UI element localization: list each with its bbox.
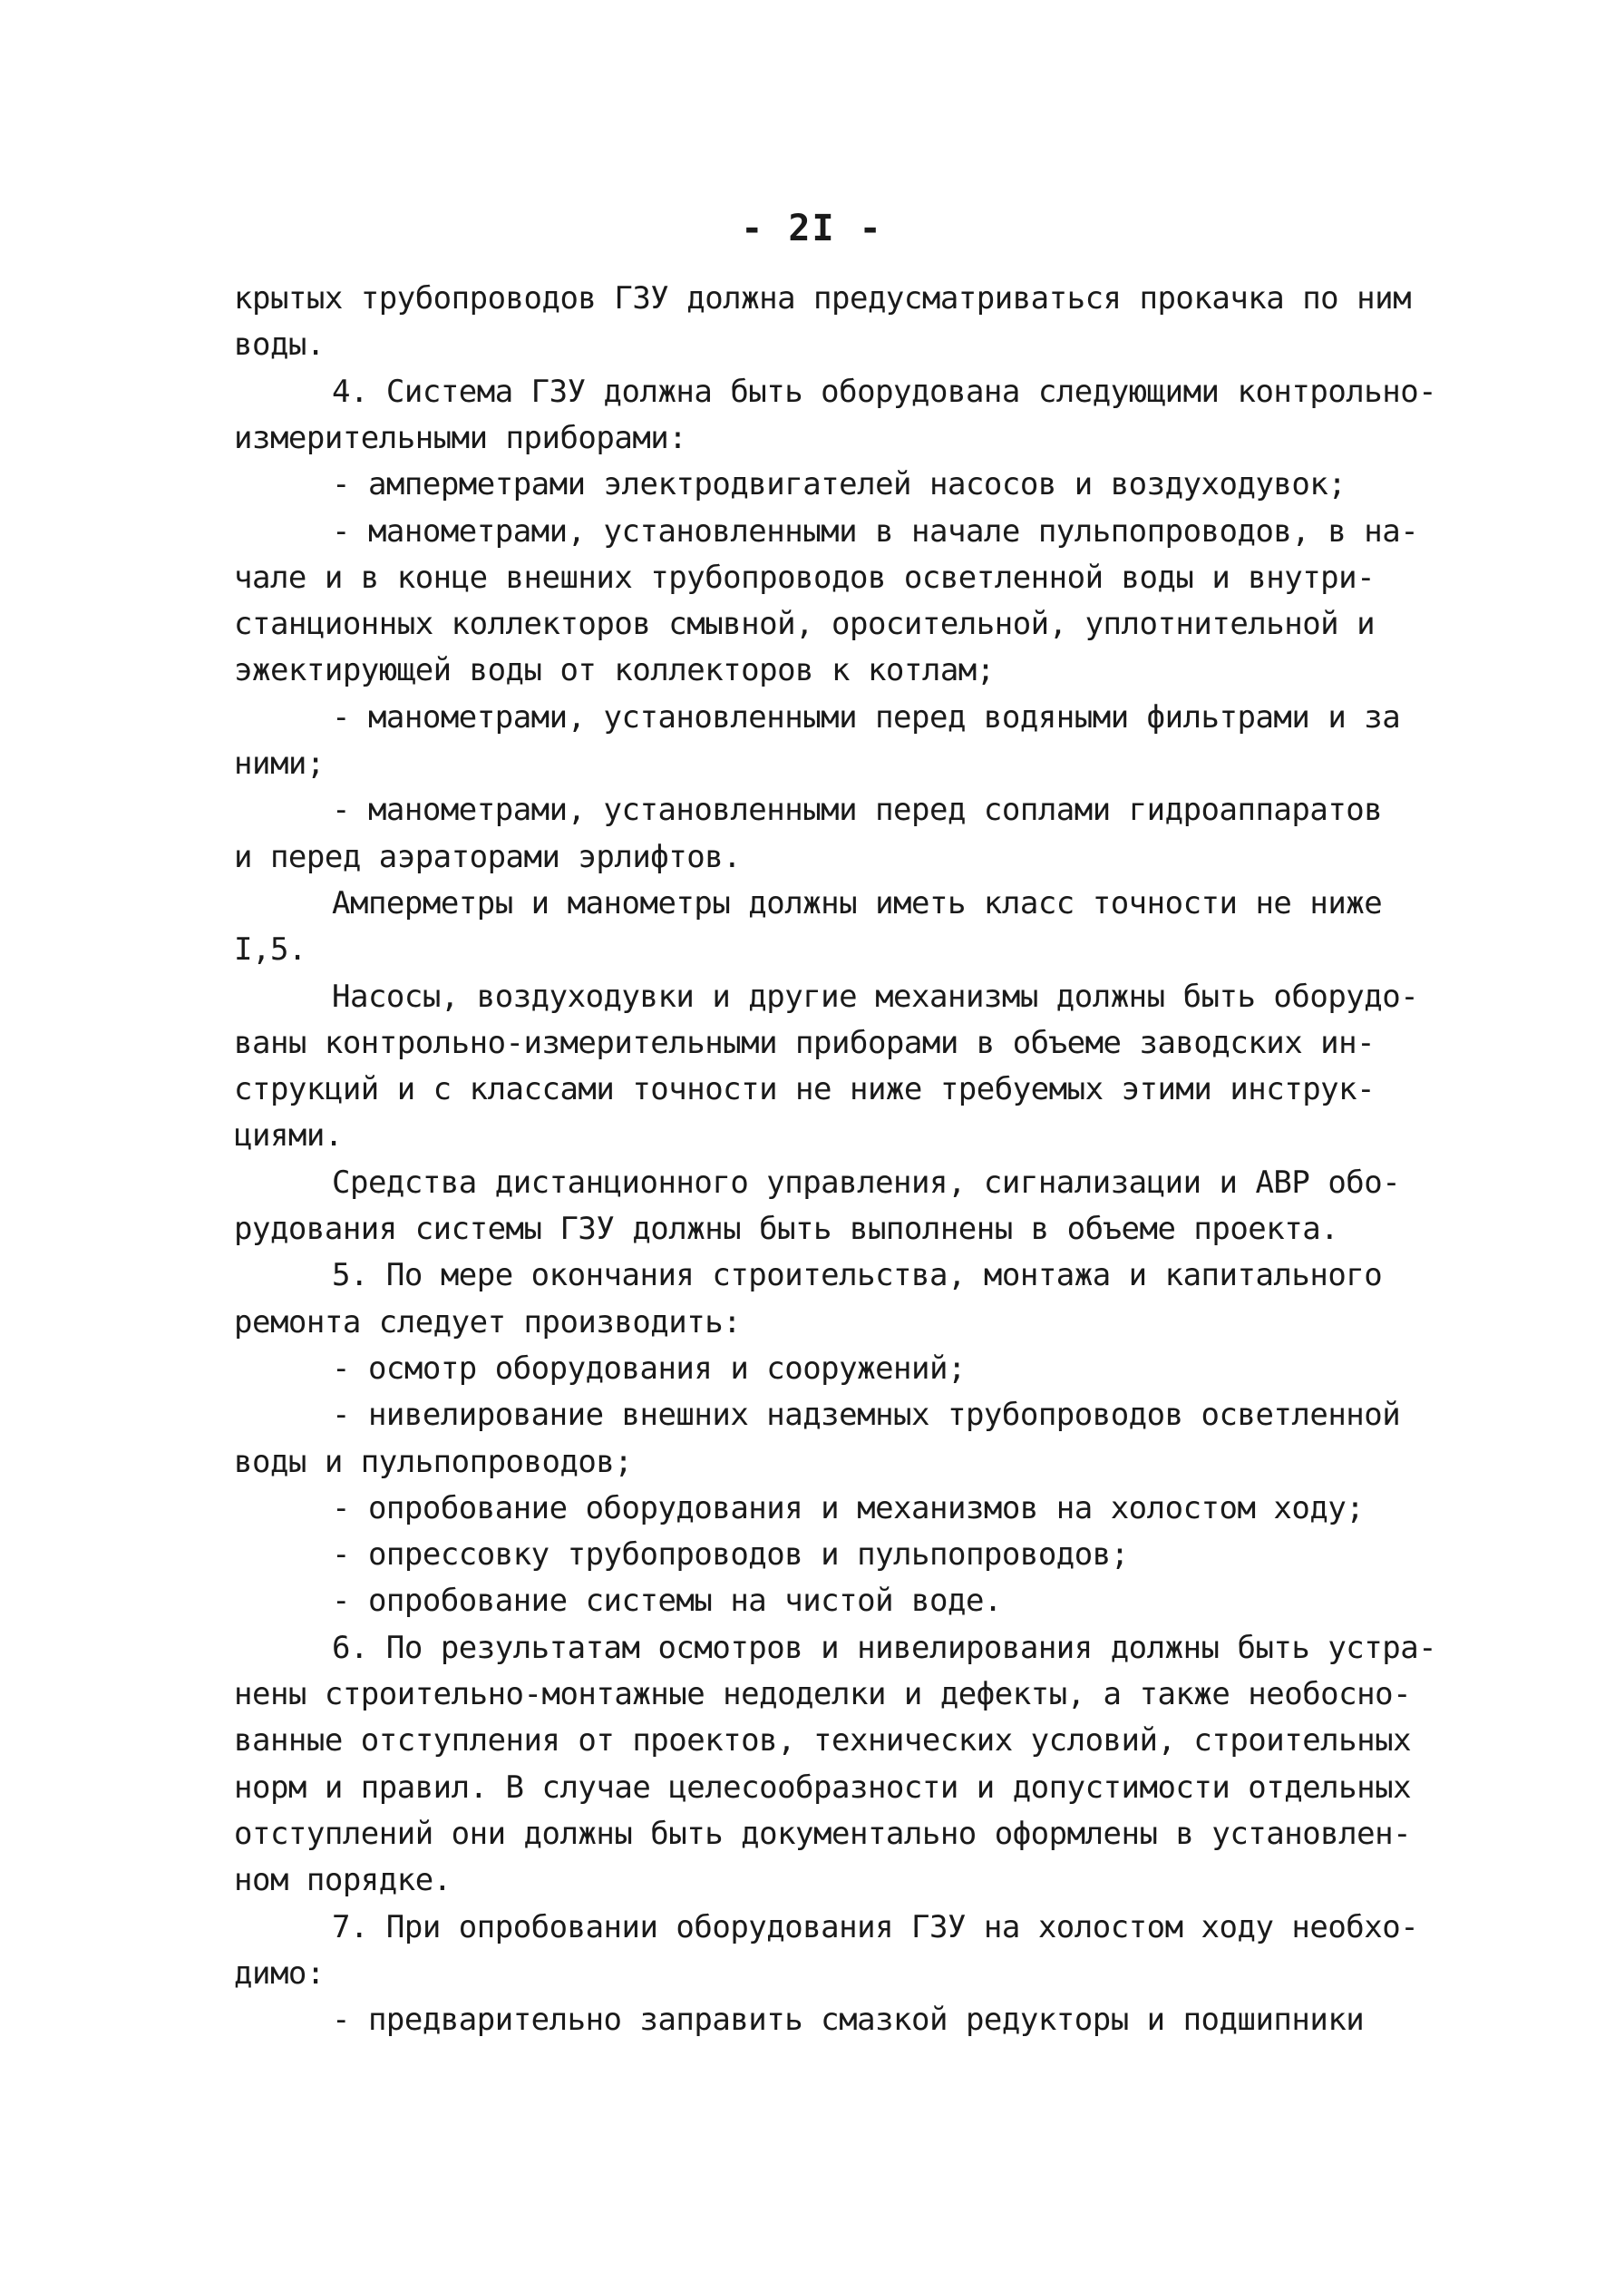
text-line: чале и в конце внешних трубопроводов осветленной воды и внутри- [234, 559, 1376, 596]
text-line: станционных коллекторов смывной, оросительной, уплотнительной и [234, 606, 1376, 643]
text-line: ними; [234, 746, 325, 782]
text-line: ном порядке. [234, 1862, 452, 1899]
text-line: крытых трубопроводов ГЗУ должна предусматриваться прокачка по ним [234, 280, 1412, 317]
text-line: - опробование системы на чистой воде. [332, 1583, 1002, 1620]
text-line: рудования системы ГЗУ должны быть выполнены в объеме проекта. [234, 1211, 1339, 1247]
text-line: Насосы, воздуходувки и другие механизмы должны быть оборудо- [332, 978, 1419, 1015]
text-line: воды и пульпопроводов; [234, 1443, 633, 1480]
text-line: ремонта следует производить: [234, 1303, 742, 1340]
text-line: Амперметры и манометры должны иметь класс точности не ниже [332, 884, 1383, 921]
text-line: - осмотр оборудования и сооружений; [332, 1350, 966, 1387]
text-line: отступлений они должны быть документально оформлены в установлен- [234, 1815, 1412, 1852]
text-line: - манометрами, установленными перед водяными фильтрами и за [332, 698, 1401, 736]
text-line: - опробование оборудования и механизмов на холостом ходу; [332, 1489, 1365, 1526]
text-line: - предварительно заправить смазкой редукторы и подшипники [332, 2002, 1365, 2039]
text-line: - манометрами, установленными в начале пульпопроводов, в на- [332, 512, 1419, 550]
text-line: - нивелирование внешних надземных трубопроводов осветленной [332, 1397, 1401, 1434]
page-number: - 2I - [741, 208, 883, 249]
text-line: ванные отступления от проектов, технических условий, строительных [234, 1722, 1412, 1759]
text-line: измерительными приборами: [234, 419, 687, 456]
text-line: струкций и с классами точности не ниже требуемых этими инструк- [234, 1071, 1376, 1108]
text-line: 5. По мере окончания строительства, монтажа и капитального [332, 1257, 1383, 1294]
text-line: норм и правил. В случае целесообразности и допустимости отдельных [234, 1769, 1412, 1806]
text-line: нены строительно-монтажные недоделки и дефекты, а также необосно- [234, 1676, 1412, 1712]
text-line: ваны контрольно-измерительными приборами в объеме заводских ин- [234, 1024, 1376, 1061]
text-line: димо: [234, 1954, 325, 1992]
text-line: - манометрами, установленными перед соплами гидроаппаратов [332, 792, 1383, 829]
text-line: Средства дистанционного управления, сигнализации и АВР обо- [332, 1164, 1401, 1201]
text-line: 4. Система ГЗУ должна быть оборудована следующими контрольно- [332, 373, 1437, 410]
text-line: I,5. [234, 931, 306, 969]
text-line: 7. При опробовании оборудования ГЗУ на холостом ходу необхо- [332, 1908, 1419, 1945]
text-line: эжектирующей воды от коллекторов к котлам; [234, 652, 995, 689]
text-line: 6. По результатам осмотров и нивелирования должны быть устра- [332, 1629, 1437, 1666]
text-line: - амперметрами электродвигателей насосов и воздуходувок; [332, 466, 1347, 503]
text-line: и перед аэраторами эрлифтов. [234, 838, 742, 875]
text-line: - опрессовку трубопроводов и пульпопроводов; [332, 1536, 1129, 1574]
text-line: циями. [234, 1117, 343, 1155]
text-line: воды. [234, 327, 325, 364]
